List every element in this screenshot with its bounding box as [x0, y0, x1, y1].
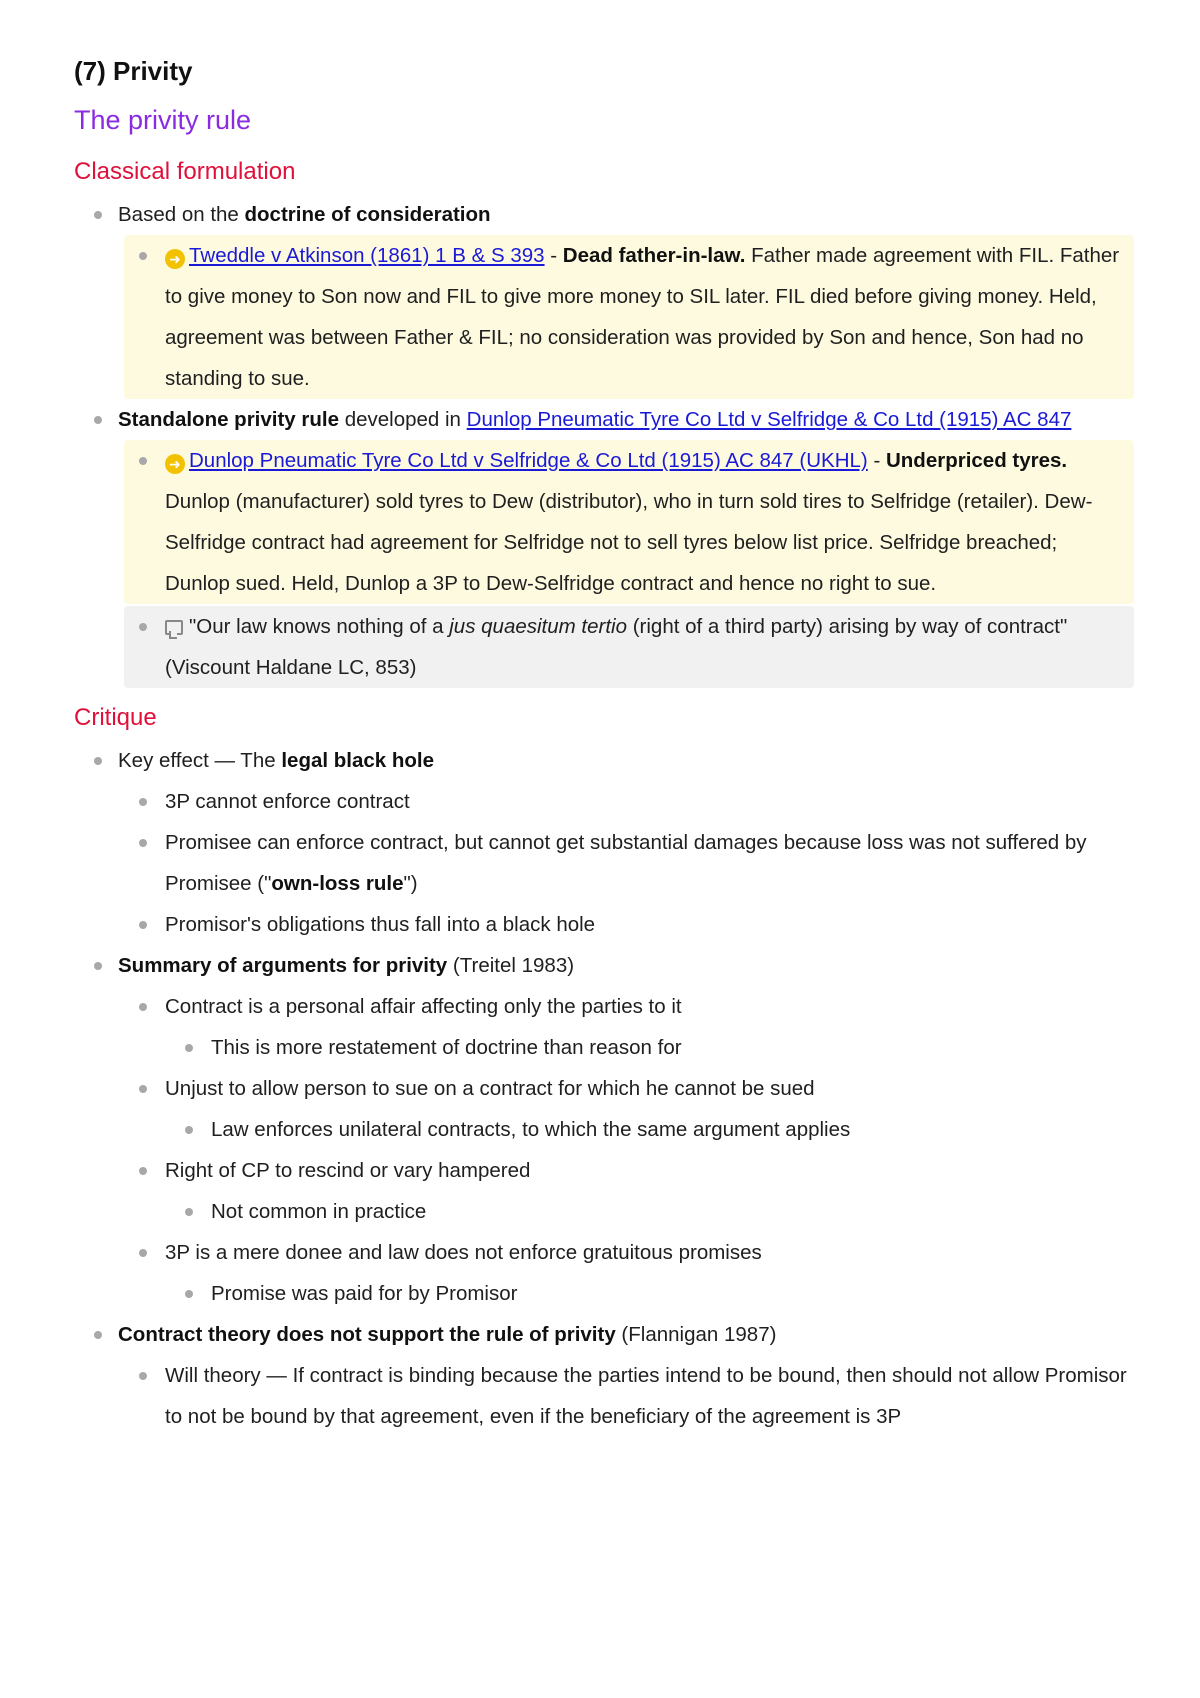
- bullet-icon: [139, 1167, 147, 1175]
- bullet-icon: [185, 1126, 193, 1134]
- bullet-icon: [94, 211, 102, 219]
- bullet-icon: [139, 839, 147, 847]
- dunlop-link-inline[interactable]: Dunlop Pneumatic Tyre Co Ltd v Selfridge & Co Ltd (1915) AC 847: [466, 408, 1072, 431]
- critique-list: [74, 740, 1134, 1437]
- list-item-will-theory: Will theory — If contract is binding because the parties intend to be bound, then should not allow Promisor to not be bound by that agreement, even if the beneficiary of the agreement is 3P: [74, 1355, 1134, 1437]
- bullet-icon: [185, 1044, 193, 1052]
- bullet-icon: [94, 757, 102, 765]
- list-item-restatement: This is more restatement of doctrine than reason for: [74, 1027, 1134, 1068]
- quote-icon: [165, 620, 183, 635]
- list-item-standalone-rule: Standalone privity rule developed in Dunlop Pneumatic Tyre Co Ltd v Selfridge & Co Ltd (1915) AC 847: [74, 399, 1134, 440]
- list-item-3p-cannot-enforce: 3P cannot enforce contract: [74, 781, 1134, 822]
- dunlop-case-link[interactable]: Dunlop Pneumatic Tyre Co Ltd v Selfridge & Co Ltd (1915) AC 847 (UKHL): [189, 449, 868, 472]
- bullet-icon: [139, 457, 147, 465]
- heading-critique: Critique: [74, 704, 157, 731]
- list-item-unjust: Unjust to allow person to sue on a contract for which he cannot be sued: [74, 1068, 1134, 1109]
- list-item-key-effect: Key effect — The legal black hole: [74, 740, 1134, 781]
- quote-item-haldane: "Our law knows nothing of a jus quaesitum tertio (right of a third party) arising by way of contract" (Viscount Haldane LC, 853): [124, 606, 1134, 688]
- bullet-icon: [185, 1208, 193, 1216]
- bullet-icon: [139, 1003, 147, 1011]
- bullet-icon: [94, 1331, 102, 1339]
- list-item-mere-donee: 3P is a mere donee and law does not enforce gratuitous promises: [74, 1232, 1134, 1273]
- bullet-icon: [139, 1372, 147, 1380]
- list-item-rescind: Right of CP to rescind or vary hampered: [74, 1150, 1134, 1191]
- case-item-tweddle: ➜ Tweddle v Atkinson (1861) 1 B & S 393 - Dead father-in-law. Father made agreement with FIL. Father to give money to Son now and FIL to give more money to SIL later. FIL died before giving money. Held, agreement was between Father & FIL; no consideration was provided by Son and hence, Son had no standing to sue.: [124, 235, 1134, 399]
- tweddle-case-link[interactable]: Tweddle v Atkinson (1861) 1 B & S 393: [189, 244, 545, 267]
- bullet-icon: [139, 252, 147, 260]
- classical-list: [74, 194, 1134, 235]
- heading-classical-formulation: Classical formulation: [74, 158, 296, 185]
- arrow-circle-icon: ➜: [165, 454, 185, 474]
- list-item-not-common: Not common in practice: [74, 1191, 1134, 1232]
- list-item-own-loss: Promisee can enforce contract, but cannot get substantial damages because loss was not suffered by Promisee ("own-loss rule"): [74, 822, 1134, 904]
- list-item-paid-for: Promise was paid for by Promisor: [74, 1273, 1134, 1314]
- bullet-icon: [139, 798, 147, 806]
- bullet-icon: [185, 1290, 193, 1298]
- case-box-dunlop: [124, 440, 1134, 604]
- arrow-circle-icon: ➜: [165, 249, 185, 269]
- list-item-unilateral: Law enforces unilateral contracts, to which the same argument applies: [74, 1109, 1134, 1150]
- bullet-icon: [94, 416, 102, 424]
- document-page: [74, 56, 1134, 1437]
- list-item-personal-affair: Contract is a personal affair affecting only the parties to it: [74, 986, 1134, 1027]
- quote-box-haldane: [124, 606, 1134, 688]
- bullet-icon: [139, 1249, 147, 1257]
- list-item-black-hole: Promisor's obligations thus fall into a black hole: [74, 904, 1134, 945]
- heading-privity-rule: The privity rule: [74, 105, 252, 135]
- bullet-icon: [139, 921, 147, 929]
- list-item-contract-theory: Contract theory does not support the rule of privity (Flannigan 1987): [74, 1314, 1134, 1355]
- document-title: (7) Privity: [74, 56, 193, 86]
- bullet-icon: [94, 962, 102, 970]
- list-item-summary-arguments: Summary of arguments for privity (Treitel 1983): [74, 945, 1134, 986]
- bullet-icon: [139, 1085, 147, 1093]
- case-item-dunlop: ➜ Dunlop Pneumatic Tyre Co Ltd v Selfridge & Co Ltd (1915) AC 847 (UKHL) - Underpriced tyres. Dunlop (manufacturer) sold tyres to Dew (distributor), who in turn sold tires to Selfridge (retailer). Dew-Selfridge contract had agreement for Selfridge not to sell tyres below list price. Selfridge breached; Dunlop sued. Held, Dunlop a 3P to Dew-Selfridge contract and hence no right to sue.: [124, 440, 1134, 604]
- case-box-tweddle: [124, 235, 1134, 399]
- list-item-consideration: Based on the doctrine of consideration: [74, 194, 1134, 235]
- bullet-icon: [139, 623, 147, 631]
